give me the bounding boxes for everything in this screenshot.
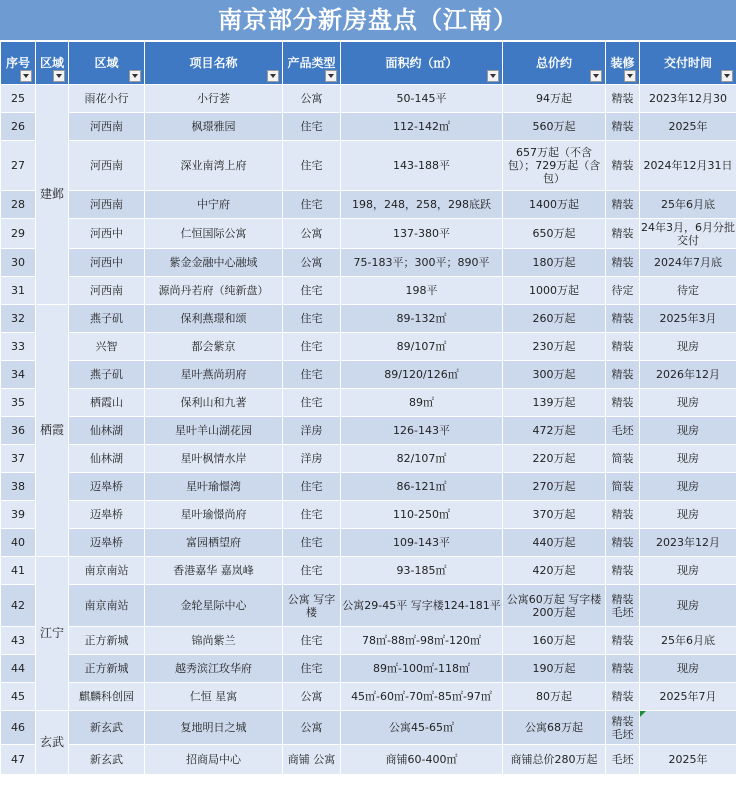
type-cell[interactable]: 公寓 <box>283 249 341 277</box>
delivery-cell[interactable]: 现房 <box>640 655 736 683</box>
filter-dropdown-icon[interactable] <box>20 70 32 82</box>
size-cell[interactable]: 137-380平 <box>341 219 503 249</box>
seq-cell[interactable]: 38 <box>1 473 36 501</box>
table-row <box>1 113 736 141</box>
name-cell[interactable]: 源尚丹若府（纯新盘） <box>145 277 283 305</box>
delivery-cell[interactable]: 现房 <box>640 557 736 585</box>
table-row <box>1 711 736 745</box>
decor-cell[interactable]: 精装 <box>606 191 640 219</box>
table-row <box>1 389 736 417</box>
name-cell[interactable]: 枫璟雅园 <box>145 113 283 141</box>
name-cell[interactable]: 复地明日之城 <box>145 711 283 745</box>
seq-cell[interactable]: 32 <box>1 305 36 333</box>
name-cell[interactable]: 小行荟 <box>145 85 283 113</box>
filter-dropdown-icon[interactable] <box>721 70 733 82</box>
table-row <box>1 585 736 627</box>
seq-cell[interactable]: 33 <box>1 333 36 361</box>
size-cell[interactable]: 82/107㎡ <box>341 445 503 473</box>
price-cell[interactable]: 230万起 <box>503 333 606 361</box>
district-cell[interactable]: 江宁 <box>36 557 69 711</box>
delivery-cell[interactable]: 2026年12月 <box>640 361 736 389</box>
delivery-cell[interactable]: 现房 <box>640 473 736 501</box>
seq-cell[interactable]: 28 <box>1 191 36 219</box>
size-cell[interactable]: 78㎡-88㎡-98㎡-120㎡ <box>341 627 503 655</box>
area-cell[interactable]: 正方新城 <box>69 627 145 655</box>
price-cell[interactable]: 160万起 <box>503 627 606 655</box>
decor-cell[interactable]: 毛坯 <box>606 417 640 445</box>
size-cell[interactable]: 50-145平 <box>341 85 503 113</box>
decor-cell[interactable]: 精装 <box>606 557 640 585</box>
type-cell[interactable]: 住宅 <box>283 361 341 389</box>
price-cell[interactable]: 1400万起 <box>503 191 606 219</box>
price-cell[interactable]: 220万起 <box>503 445 606 473</box>
table-row <box>1 557 736 585</box>
price-cell[interactable]: 180万起 <box>503 249 606 277</box>
table-row <box>1 627 736 655</box>
area-cell[interactable]: 南京南站 <box>69 585 145 627</box>
decor-cell[interactable]: 精装 <box>606 249 640 277</box>
decor-cell[interactable]: 精装 <box>606 85 640 113</box>
table-row <box>1 683 736 711</box>
name-cell[interactable]: 星叶燕尚玥府 <box>145 361 283 389</box>
type-cell[interactable]: 住宅 <box>283 655 341 683</box>
area-cell[interactable]: 栖霞山 <box>69 389 145 417</box>
decor-cell[interactable]: 精装 毛坯 <box>606 711 640 745</box>
seq-cell[interactable]: 39 <box>1 501 36 529</box>
area-cell[interactable]: 迈皋桥 <box>69 529 145 557</box>
area-cell[interactable]: 河西南 <box>69 277 145 305</box>
col-header-name[interactable]: 项目名称 <box>145 42 283 85</box>
col-header-area[interactable]: 区域 <box>69 42 145 85</box>
seq-cell[interactable]: 29 <box>1 219 36 249</box>
district-cell[interactable]: 栖霞 <box>36 305 69 557</box>
table-row <box>1 333 736 361</box>
name-cell[interactable]: 锦尚紫兰 <box>145 627 283 655</box>
size-cell[interactable]: 143-188平 <box>341 141 503 191</box>
decor-cell[interactable]: 精装 <box>606 333 640 361</box>
table-row <box>1 473 736 501</box>
col-header-seq[interactable]: 序号 <box>1 42 36 85</box>
price-cell[interactable]: 商铺总价280万起 <box>503 745 606 775</box>
col-header-delivery[interactable]: 交付时间 <box>640 42 736 85</box>
seq-cell[interactable]: 30 <box>1 249 36 277</box>
size-cell[interactable]: 公寓45-65㎡ <box>341 711 503 745</box>
area-cell[interactable]: 河西南 <box>69 141 145 191</box>
area-cell[interactable]: 兴智 <box>69 333 145 361</box>
size-cell[interactable]: 89㎡-100㎡-118㎡ <box>341 655 503 683</box>
filter-dropdown-icon[interactable] <box>129 70 141 82</box>
type-cell[interactable]: 公寓 <box>283 683 341 711</box>
table-row <box>1 191 736 219</box>
price-cell[interactable]: 657万起（不含包）；729万起（含包） <box>503 141 606 191</box>
housing-table <box>0 41 736 775</box>
price-cell[interactable]: 公寓68万起 <box>503 711 606 745</box>
filter-dropdown-icon[interactable] <box>487 70 499 82</box>
col-header-type[interactable]: 产品类型 <box>283 42 341 85</box>
decor-cell[interactable]: 精装 毛坯 <box>606 585 640 627</box>
price-cell[interactable]: 260万起 <box>503 305 606 333</box>
name-cell[interactable]: 都会紫京 <box>145 333 283 361</box>
table-row <box>1 745 736 775</box>
name-cell[interactable]: 保利山和九著 <box>145 389 283 417</box>
col-header-price[interactable]: 总价约 <box>503 42 606 85</box>
filter-dropdown-icon[interactable] <box>624 70 636 82</box>
table-row <box>1 417 736 445</box>
delivery-cell[interactable]: 2023年12月30 <box>640 85 736 113</box>
size-cell[interactable]: 89㎡ <box>341 389 503 417</box>
type-cell[interactable]: 商铺 公寓 <box>283 745 341 775</box>
delivery-cell[interactable]: 现房 <box>640 333 736 361</box>
size-cell[interactable]: 89-132㎡ <box>341 305 503 333</box>
table-row <box>1 249 736 277</box>
area-cell[interactable]: 仙林湖 <box>69 417 145 445</box>
price-cell[interactable]: 190万起 <box>503 655 606 683</box>
table-row <box>1 305 736 333</box>
name-cell[interactable]: 紫金金融中心融域 <box>145 249 283 277</box>
decor-cell[interactable]: 毛坯 <box>606 745 640 775</box>
type-cell[interactable]: 公寓 <box>283 85 341 113</box>
table-row <box>1 277 736 305</box>
name-cell[interactable]: 中宁府 <box>145 191 283 219</box>
col-header-decor[interactable]: 装修 <box>606 42 640 85</box>
name-cell[interactable]: 保利燕璟和颂 <box>145 305 283 333</box>
delivery-cell[interactable]: 待定 <box>640 277 736 305</box>
table-row <box>1 141 736 191</box>
area-cell[interactable]: 河西南 <box>69 191 145 219</box>
delivery-cell[interactable]: 现房 <box>640 585 736 627</box>
area-cell[interactable]: 麒麟科创园 <box>69 683 145 711</box>
size-cell[interactable]: 112-142㎡ <box>341 113 503 141</box>
decor-cell[interactable]: 精装 <box>606 389 640 417</box>
type-cell[interactable]: 住宅 <box>283 501 341 529</box>
delivery-cell[interactable]: 现房 <box>640 501 736 529</box>
type-cell[interactable]: 住宅 <box>283 389 341 417</box>
seq-cell[interactable]: 35 <box>1 389 36 417</box>
decor-cell[interactable]: 简装 <box>606 445 640 473</box>
seq-cell[interactable]: 41 <box>1 557 36 585</box>
delivery-cell[interactable]: 现房 <box>640 417 736 445</box>
size-cell[interactable]: 89/107㎡ <box>341 333 503 361</box>
header-row <box>1 42 736 85</box>
name-cell[interactable]: 越秀滨江玫华府 <box>145 655 283 683</box>
price-cell[interactable]: 420万起 <box>503 557 606 585</box>
col-header-size[interactable]: 面积约（㎡） <box>341 42 503 85</box>
area-cell[interactable]: 河西南 <box>69 113 145 141</box>
decor-cell[interactable]: 精装 <box>606 501 640 529</box>
seq-cell[interactable]: 27 <box>1 141 36 191</box>
price-cell[interactable]: 300万起 <box>503 361 606 389</box>
type-cell[interactable]: 住宅 <box>283 473 341 501</box>
type-cell[interactable]: 公寓 写字楼 <box>283 585 341 627</box>
delivery-cell[interactable] <box>640 711 736 745</box>
delivery-cell[interactable]: 2025年 <box>640 745 736 775</box>
area-cell[interactable]: 正方新城 <box>69 655 145 683</box>
district-cell[interactable]: 建邺 <box>36 85 69 305</box>
decor-cell[interactable]: 待定 <box>606 277 640 305</box>
table-row <box>1 655 736 683</box>
delivery-cell[interactable]: 2025年3月 <box>640 305 736 333</box>
filter-dropdown-icon[interactable] <box>53 70 65 82</box>
seq-cell[interactable]: 45 <box>1 683 36 711</box>
type-cell[interactable]: 洋房 <box>283 417 341 445</box>
price-cell[interactable]: 94万起 <box>503 85 606 113</box>
table-row <box>1 445 736 473</box>
seq-cell[interactable]: 46 <box>1 711 36 745</box>
size-cell[interactable]: 198平 <box>341 277 503 305</box>
name-cell[interactable]: 仁恒国际公寓 <box>145 219 283 249</box>
size-cell[interactable]: 89/120/126㎡ <box>341 361 503 389</box>
price-cell[interactable]: 560万起 <box>503 113 606 141</box>
name-cell[interactable]: 富园栖望府 <box>145 529 283 557</box>
size-cell[interactable]: 93-185㎡ <box>341 557 503 585</box>
price-cell[interactable]: 440万起 <box>503 529 606 557</box>
seq-cell[interactable]: 44 <box>1 655 36 683</box>
seq-cell[interactable]: 36 <box>1 417 36 445</box>
size-cell[interactable]: 86-121㎡ <box>341 473 503 501</box>
name-cell[interactable]: 香港嘉华 嘉岚峰 <box>145 557 283 585</box>
price-cell[interactable]: 270万起 <box>503 473 606 501</box>
filter-dropdown-icon[interactable] <box>267 70 279 82</box>
size-cell[interactable]: 126-143平 <box>341 417 503 445</box>
seq-cell[interactable]: 37 <box>1 445 36 473</box>
name-cell[interactable]: 深业南湾上府 <box>145 141 283 191</box>
seq-cell[interactable]: 31 <box>1 277 36 305</box>
area-cell[interactable]: 新玄武 <box>69 711 145 745</box>
table-row <box>1 529 736 557</box>
delivery-cell[interactable]: 25年6月底 <box>640 627 736 655</box>
decor-cell[interactable]: 精装 <box>606 361 640 389</box>
size-cell[interactable]: 110-250㎡ <box>341 501 503 529</box>
decor-cell[interactable]: 精装 <box>606 683 640 711</box>
area-cell[interactable]: 河西中 <box>69 219 145 249</box>
delivery-cell[interactable]: 25年6月底 <box>640 191 736 219</box>
type-cell[interactable]: 公寓 <box>283 711 341 745</box>
delivery-cell[interactable]: 现房 <box>640 445 736 473</box>
size-cell[interactable]: 198，248，258，298底跃 <box>341 191 503 219</box>
delivery-cell[interactable]: 2024年12月31日 <box>640 141 736 191</box>
type-cell[interactable]: 住宅 <box>283 305 341 333</box>
name-cell[interactable]: 星叶瑜憬尚府 <box>145 501 283 529</box>
seq-cell[interactable]: 34 <box>1 361 36 389</box>
type-cell[interactable]: 住宅 <box>283 277 341 305</box>
decor-cell[interactable]: 精装 <box>606 141 640 191</box>
decor-cell[interactable]: 精装 <box>606 529 640 557</box>
type-cell[interactable]: 住宅 <box>283 557 341 585</box>
seq-cell[interactable]: 25 <box>1 85 36 113</box>
seq-cell[interactable]: 42 <box>1 585 36 627</box>
seq-cell[interactable]: 43 <box>1 627 36 655</box>
type-cell[interactable]: 住宅 <box>283 529 341 557</box>
price-cell[interactable]: 472万起 <box>503 417 606 445</box>
type-cell[interactable]: 住宅 <box>283 627 341 655</box>
area-cell[interactable]: 迈皋桥 <box>69 501 145 529</box>
type-cell[interactable]: 住宅 <box>283 333 341 361</box>
area-cell[interactable]: 雨花小行 <box>69 85 145 113</box>
area-cell[interactable]: 燕子矶 <box>69 361 145 389</box>
decor-cell[interactable]: 精装 <box>606 305 640 333</box>
type-cell[interactable]: 洋房 <box>283 445 341 473</box>
area-cell[interactable]: 迈皋桥 <box>69 473 145 501</box>
type-cell[interactable]: 住宅 <box>283 113 341 141</box>
decor-cell[interactable]: 精装 <box>606 655 640 683</box>
name-cell[interactable]: 星叶瑜憬湾 <box>145 473 283 501</box>
type-cell[interactable]: 住宅 <box>283 141 341 191</box>
delivery-cell[interactable]: 2025年7月 <box>640 683 736 711</box>
name-cell[interactable]: 金轮星际中心 <box>145 585 283 627</box>
size-cell[interactable]: 公寓29-45平 写字楼124-181平 <box>341 585 503 627</box>
filter-dropdown-icon[interactable] <box>325 70 337 82</box>
delivery-cell[interactable]: 2024年7月底 <box>640 249 736 277</box>
price-cell[interactable]: 370万起 <box>503 501 606 529</box>
size-cell[interactable]: 45㎡-60㎡-70㎡-85㎡-97㎡ <box>341 683 503 711</box>
price-cell[interactable]: 公寓60万起 写字楼200万起 <box>503 585 606 627</box>
sheet-title: 南京部分新房盘点（江南） <box>0 0 736 41</box>
seq-cell[interactable]: 26 <box>1 113 36 141</box>
district-cell[interactable]: 玄武 <box>36 711 69 775</box>
table-row <box>1 361 736 389</box>
name-cell[interactable]: 仁恒 星寓 <box>145 683 283 711</box>
delivery-cell[interactable]: 现房 <box>640 389 736 417</box>
delivery-cell[interactable]: 2025年 <box>640 113 736 141</box>
area-cell[interactable]: 河西中 <box>69 249 145 277</box>
table-row <box>1 219 736 249</box>
price-cell[interactable]: 650万起 <box>503 219 606 249</box>
delivery-cell[interactable]: 24年3月，6月分批交付 <box>641 220 735 247</box>
name-cell[interactable]: 星叶枫情水岸 <box>145 445 283 473</box>
decor-cell[interactable]: 精装 <box>606 113 640 141</box>
seq-cell[interactable]: 40 <box>1 529 36 557</box>
decor-cell[interactable]: 简装 <box>606 473 640 501</box>
decor-cell[interactable]: 精装 <box>606 219 640 249</box>
type-cell[interactable]: 公寓 <box>283 219 341 249</box>
price-cell[interactable]: 80万起 <box>503 683 606 711</box>
name-cell[interactable]: 星叶羊山湖花园 <box>145 417 283 445</box>
size-cell[interactable]: 75-183平；300平；890平 <box>341 249 503 277</box>
name-cell[interactable]: 招商局中心 <box>145 745 283 775</box>
seq-cell[interactable]: 47 <box>1 745 36 775</box>
size-cell[interactable]: 109-143平 <box>341 529 503 557</box>
area-cell[interactable]: 新玄武 <box>69 745 145 775</box>
size-cell[interactable]: 商铺60-400㎡ <box>341 745 503 775</box>
decor-cell[interactable]: 精装 <box>606 627 640 655</box>
price-cell[interactable]: 1000万起 <box>503 277 606 305</box>
price-cell[interactable]: 139万起 <box>503 389 606 417</box>
delivery-cell[interactable]: 2023年12月 <box>640 529 736 557</box>
area-cell[interactable]: 南京南站 <box>69 557 145 585</box>
filter-dropdown-icon[interactable] <box>590 70 602 82</box>
table-row <box>1 85 736 113</box>
area-cell[interactable]: 仙林湖 <box>69 445 145 473</box>
type-cell[interactable]: 住宅 <box>283 191 341 219</box>
area-cell[interactable]: 燕子矶 <box>69 305 145 333</box>
table-row <box>1 501 736 529</box>
col-header-district[interactable]: 区域 <box>36 42 69 85</box>
